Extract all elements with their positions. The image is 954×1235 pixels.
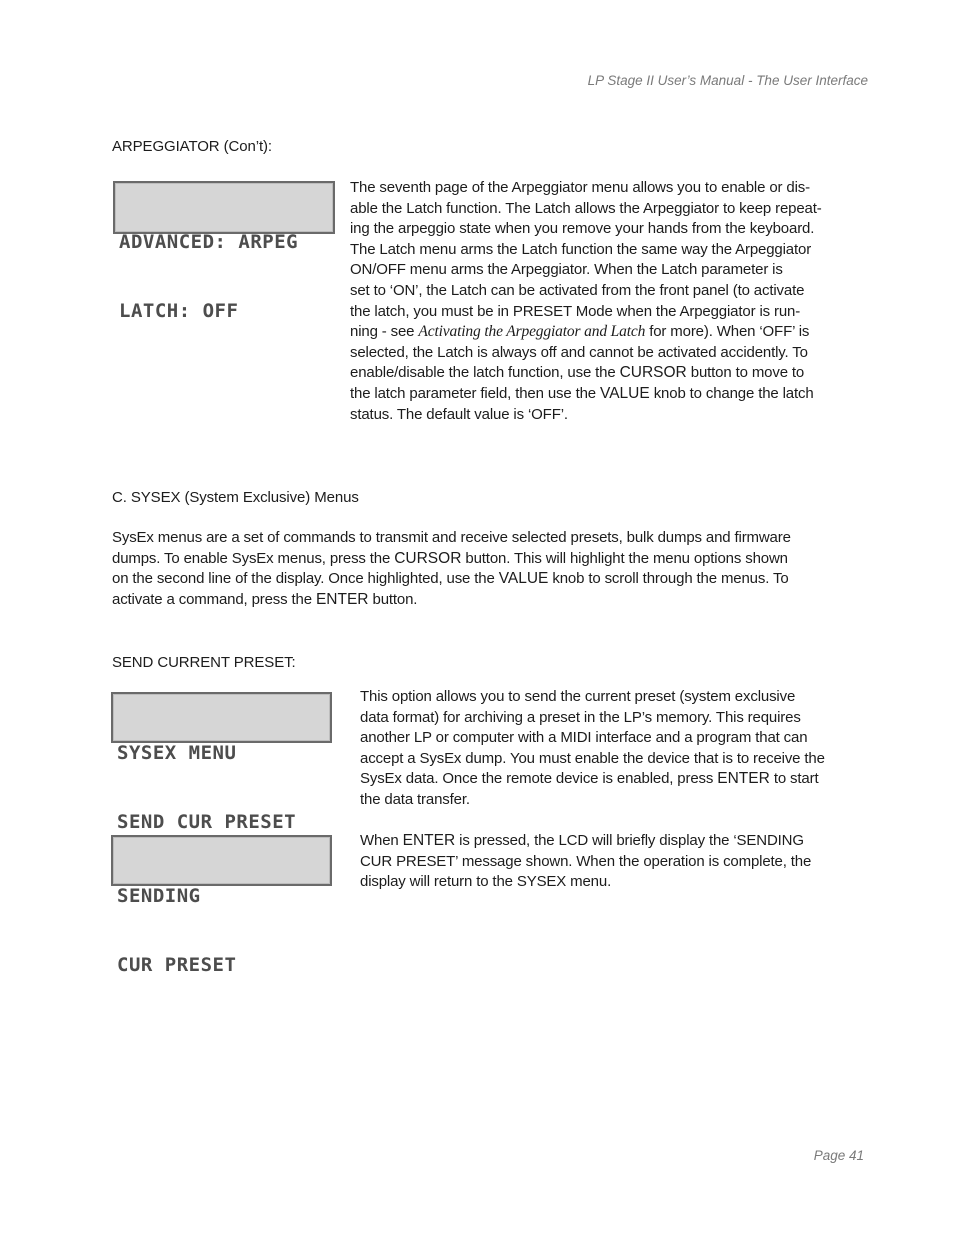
lcd-line-1: ADVANCED: ARPEG: [119, 231, 299, 253]
text-line: able the Latch function. The Latch allows the Arpeggiator to keep repeat-: [350, 199, 822, 217]
running-header: LP Stage II User’s Manual - The User Interface: [587, 73, 868, 88]
text-line: [350, 322, 850, 343]
send-preset-description: [360, 687, 850, 811]
sending-message-description: [360, 831, 850, 893]
text-line: another LP or computer with a MIDI interface and a program that can: [360, 729, 808, 747]
text-line: the data transfer.: [360, 790, 470, 808]
page-number: Page 41: [813, 1148, 864, 1163]
keyword-cursor: CURSOR: [394, 549, 462, 567]
sysex-intro: [112, 528, 852, 610]
text-run: knob to change the latch: [649, 384, 814, 402]
lcd-advanced-arpeg: [113, 181, 335, 322]
text-line: The Latch menu arms the Latch function the same way the Arpeggiator: [350, 240, 812, 258]
text-line: selected, the Latch is always off and cannot be activated accidently. To: [350, 343, 808, 361]
text-line: The seventh page of the Arpeggiator menu allows you to enable or dis-: [350, 179, 810, 196]
text-line: display will return to the SYSEX menu.: [360, 873, 612, 891]
text-line: [360, 769, 850, 790]
text-run: is pressed, the LCD will briefly display the ‘SENDING: [455, 832, 804, 849]
keyword-value: VALUE: [498, 570, 549, 588]
text-line: This option allows you to send the current preset (system exclusive: [360, 688, 796, 705]
text-run: button. This will highlight the menu options shown: [461, 549, 788, 567]
arpeggiator-heading: ARPEGGIATOR (Con’t):: [112, 138, 272, 155]
lcd-line-1: SENDING: [117, 885, 201, 907]
text-line: ON/OFF menu arms the Arpeggiator. When the Latch parameter is: [350, 261, 783, 279]
text-run: activate a command, press the: [112, 590, 316, 608]
lcd-line-2: CUR PRESET: [117, 954, 237, 976]
text-run: enable/disable the latch function, use the: [350, 364, 620, 382]
text-run: When: [360, 832, 403, 849]
sysex-heading: C. SYSEX (System Exclusive) Menus: [112, 489, 359, 506]
text-line: ing the arpeggio state when you remove your hands from the keyboard.: [350, 220, 815, 238]
text-run: dumps. To enable SysEx menus, press the: [112, 549, 395, 567]
text-run: button.: [368, 590, 418, 608]
text-line: [112, 590, 852, 611]
keyword-cursor: CURSOR: [619, 364, 687, 382]
text-run: button to move to: [686, 364, 805, 382]
arpeggiator-latch-description: [350, 178, 850, 425]
text-line: accept a SysEx dump. You must enable the device that is to receive the: [360, 749, 825, 767]
italic-reference: Activating the Arpeggiator and Latch: [418, 323, 646, 341]
lcd-line-2: SEND CUR PRESET: [117, 811, 297, 833]
lcd-line-2: LATCH: OFF: [119, 300, 239, 322]
text-line: the latch, you must be in PRESET Mode when the Arpeggiator is run-: [350, 302, 801, 320]
text-run: on the second line of the display. Once highlighted, use the: [112, 570, 499, 588]
text-run: to start: [769, 770, 819, 788]
text-line: CUR PRESET’ message shown. When the operation is complete, the: [360, 852, 812, 870]
text-line: set to ‘ON’, the Latch can be activated from the front panel (to activate: [350, 281, 805, 299]
lcd-sysex-menu: [111, 692, 332, 833]
keyword-enter: ENTER: [402, 832, 456, 849]
keyword-value: VALUE: [600, 384, 650, 402]
text-line: [112, 549, 852, 570]
text-run: ning - see: [350, 323, 419, 341]
lcd-sending-cur-preset: [111, 835, 332, 976]
text-run: for more). When ‘OFF’ is: [645, 323, 810, 341]
text-line: [350, 363, 850, 384]
keyword-enter: ENTER: [315, 590, 369, 608]
text-line: [360, 831, 850, 852]
text-run: SysEx data. Once the remote device is enabled, press: [360, 770, 718, 788]
text-run: knob to scroll through the menus. To: [548, 570, 789, 588]
text-line: [350, 384, 850, 405]
text-line: [112, 569, 852, 590]
lcd-line-1: SYSEX MENU: [117, 742, 237, 764]
text-line: status. The default value is ‘OFF’.: [350, 405, 568, 423]
send-current-preset-heading: SEND CURRENT PRESET:: [112, 654, 296, 671]
text-run: the latch parameter field, then use the: [350, 384, 600, 402]
text-line: data format) for archiving a preset in the LP’s memory. This requires: [360, 708, 801, 726]
text-line: SysEx menus are a set of commands to transmit and receive selected presets, bulk dumps and firmware: [112, 529, 791, 546]
keyword-enter: ENTER: [717, 770, 770, 788]
